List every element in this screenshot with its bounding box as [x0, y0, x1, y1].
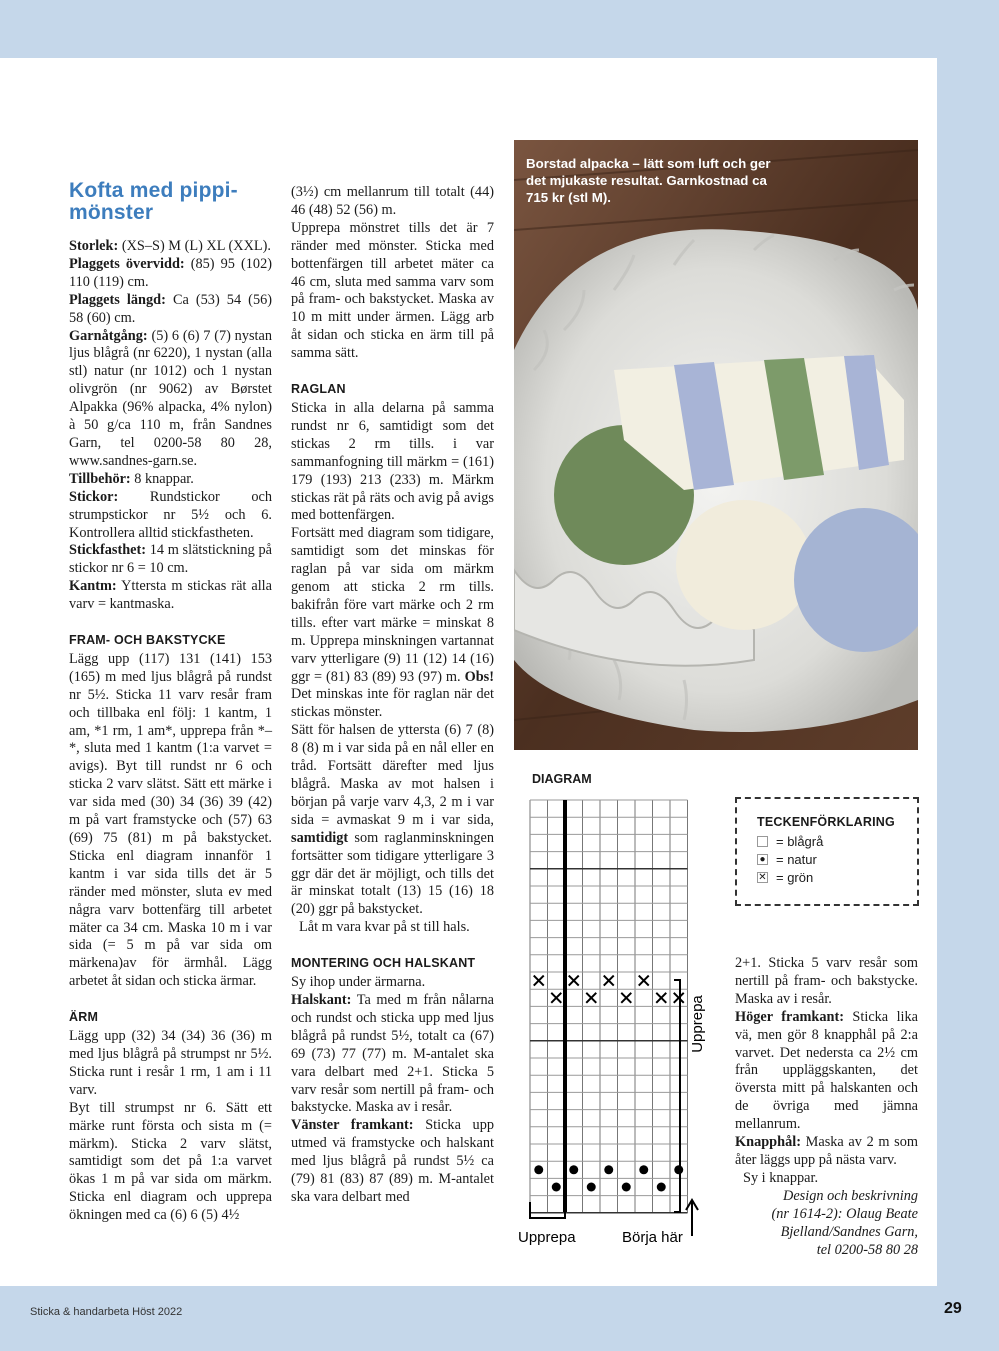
chart-dot-mark: [639, 1165, 648, 1174]
start-arrow-icon: [686, 1200, 698, 1236]
signature-line-1: Design och beskrivning: [783, 1187, 918, 1204]
chart-dot-mark: [674, 1165, 683, 1174]
chart-cross-mark: [586, 993, 596, 1003]
upprepa-bracket: [674, 980, 680, 1212]
chart-dot-mark: [552, 1183, 561, 1192]
vanster-framkant-cont: 2+1. Sticka 5 varv resår som nertill på fram- och bakstycke. Maska av i resår.: [735, 955, 918, 1007]
yarn-photo-illustration: [514, 140, 918, 750]
photo-caption: Borstad alpacka – lätt som luft och ger det mjukaste resultat. Garnkostnad ca 715 kr (stl M).: [526, 156, 771, 205]
spec-fasthet: Stickfasthet: 14 m slätstickning på stickor nr 6 = 10 cm.: [69, 542, 272, 577]
chart-dot-mark: [657, 1183, 666, 1192]
raglan-text-1: Sticka in alla delarna på samma rundst nr 6, samtidigt som det stickas 2 rm tills. i var sammanfogning till märkm = (161) 179 (193) 213 (233) m. Märkm stickas rät på räts och avig på avigs med bottenfärgen.: [291, 399, 494, 524]
signature-line-4: tel 0200-58 80 28: [816, 1241, 918, 1258]
arm-text-4: Upprepa mönstret tills det är 7 ränder med mönster. Sticka med bottenfärgen till arbetet mäter ca 46 cm, sluta med samma varv som på fram- och bakstycket. Maska av 10 m mitt under ärmen. Lägg arb åt sidan och sticka en ärm till på samma sätt.: [291, 219, 494, 362]
legend-item-gron: ✕ = grön: [758, 869, 814, 885]
raglan-text-3: Sätt för halsen de yttersta (6) 7 (8) 8 (8) m i var sida på en nål eller en tråd. Fortsätt därefter med ljus blågrå. Maska av mot halsen i början på varje varv 4,3, 2 m i var sida = avmaskat 9 m i var sida, samtidigt som raglanminskningen fortsätter som tidigare ytterligare 3 ggr där det är möjligt, och tills det är minskat totalt (13) 15 (16) 18 (20) ggr på bakstycket.: [291, 722, 494, 918]
column-1: [69, 238, 272, 1225]
sy-knappar-text: Sy i knappar.: [743, 1169, 819, 1186]
upprepa-vertical-label: Upprepa: [689, 995, 706, 1053]
upprepa-bottom-label: Upprepa: [518, 1229, 576, 1246]
chart-cross-mark: [569, 976, 579, 986]
spec-tillbehor: Tillbehör: 8 knappar.: [69, 470, 194, 487]
chart-cross-mark: [674, 993, 684, 1003]
dot-square-icon: ●: [757, 854, 768, 865]
spec-overvidd: Plaggets övervidd: (85) 95 (102) 110 (119) cm.: [69, 255, 272, 290]
arm-text-2: Byt till strumpst nr 6. Sätt ett märke runt första och sista m (= märkm). Sticka 2 varv slätst, samtidigt som det på 1:a varvet ökas 1 m på var sida om märkm. Sticka enl diagram och upprepa ökningen med ca (6) 6 (5) 4½: [69, 1099, 272, 1224]
footer-publication: Sticka & handarbeta Höst 2022: [30, 1306, 183, 1318]
signature-line-2: (nr 1614-2): Olaug Beate: [771, 1205, 918, 1222]
legend: [735, 797, 919, 906]
column-2: [291, 184, 494, 1207]
section-heading-montering: MONTERING OCH HALSKANT: [291, 956, 476, 971]
chart-dot-mark: [587, 1183, 596, 1192]
knapphal-text: Knapphål: Maska av 2 m som åter läggs upp på nästa varv.: [735, 1134, 918, 1168]
chart-dot-mark: [534, 1165, 543, 1174]
legend-title: TECKENFÖRKLARING: [757, 815, 895, 829]
montering-text-1: Sy ihop under ärmarna.: [291, 974, 426, 991]
chart-dot-mark: [569, 1165, 578, 1174]
page-title: Kofta med pippi-mönster: [69, 179, 238, 224]
page-number: 29: [944, 1300, 962, 1317]
chart-dot-mark: [604, 1165, 613, 1174]
spec-garn: Garnåtgång: (5) 6 (6) 7 (7) nystan ljus blågrå (nr 6220), 1 nystan (alla stl) natur (nr 1012) och 1 nystan olivgrön (nr 9062) av Børstet Alpakka (96% alpacka, 4% nylon) à 50 g/ca 110 m, från Sandnes Garn, tel 0200-58 80 28, www.sandnes-garn.se.: [69, 327, 272, 469]
chart-cross-mark: [621, 993, 631, 1003]
diagram-title: DIAGRAM: [532, 772, 592, 786]
legend-item-natur: ● = natur: [757, 850, 917, 868]
legend-item-blagra: = blågrå: [757, 832, 917, 850]
chart-dot-mark: [622, 1183, 631, 1192]
spec-stickor: Stickor: Rundstickor och strumpstickor nr 5½ och 6. Kontrollera alltid stickfastheten.: [69, 488, 272, 541]
cross-square-icon: ✕: [758, 871, 767, 883]
chart-cross-mark: [534, 976, 544, 986]
chart-cross-mark: [639, 976, 649, 986]
hoger-framkant-text: Höger framkant: Sticka lika vä, men gör 8 knapphål på 2:a varvet. Det nedersta ca 2½ cm från uppläggskanten, det översta mitt på halskanten och de övriga med jämna mellanrum.: [735, 1008, 919, 1133]
raglan-text-4: Låt m vara kvar på st till hals.: [299, 919, 470, 936]
halskant-text: Halskant: Ta med m från nålarna och rundst och sticka upp med ljus blågrå på rundst 5½, totalt ca (67) 69 (73) 77 (77) m. M-antalet ska vara delbart med 2+1. Sticka 5 varv resår som nertill på fram- och bakstycke. Maska av i resår.: [291, 991, 494, 1116]
signature-line-3: Bjelland/Sandnes Garn,: [780, 1223, 918, 1240]
knitting-chart: [514, 792, 714, 1262]
spec-langd: Plaggets längd: Ca (53) 54 (56) 58 (60) cm.: [69, 291, 273, 326]
arm-text-3: (3½) cm mellanrum till totalt (44) 46 (48) 52 (56) m.: [291, 184, 494, 218]
raglan-text-2: Fortsätt med diagram som tidigare, samtidigt som det minskas för raglan på var sida om märkm genom att sticka 2 rm tills. bakifrån före vart märke och 2 rm tills. efter vart märke = minskat 8 m. Upprepa minskningen vartannat varv ytterligare (9) 11 (12) 14 (16) ggr = (81) 83 (89) 93 (97) m. Obs! Det minskas inte för raglan när det stickas mönster.: [291, 525, 494, 721]
footer-band: [0, 1286, 999, 1351]
vanster-framkant-text: Vänster framkant: Sticka upp utmed vä framstycke och halskant med ljus blågrå på rundst 5½ ca (79) 81 (83) 87 (89) m. M-antalet ska vara delbart med: [291, 1117, 494, 1205]
borja-label: Börja här: [622, 1229, 683, 1246]
arm-text-1: Lägg upp (32) 34 (34) 36 (36) m med ljus blågrå på strumpst nr 5½. Sticka runt i resår 1 rm, 1 am i 11 varv.: [69, 1028, 272, 1098]
spec-storlek: Storlek: (XS–S) M (L) XL (XXL).: [69, 238, 271, 254]
section-heading-fram: FRAM- OCH BAKSTYCKE: [69, 633, 226, 648]
chart-cross-mark: [656, 993, 666, 1003]
chart-cross-mark: [551, 993, 561, 1003]
fram-text: Lägg upp (117) 131 (141) 153 (165) m med ljus blågrå på rundst nr 5½. Sticka 11 varv resår fram och tillbaka enl följ: 1 kantm, 1 am, *1 rm, 1 am*, upprepa från *–*, sluta med 1 kantm (1:a varvet = avigs). Byt till rundst nr 6 och sticka 2 varv slätst. Sätt ett märke i var sida med (30) 34 (36) 39 (42) m på vart framstycke och (57) 63 (69) 75 (81) m på bakstycket. Sticka enl diagram innanför 1 kantm i var sida tills det är 5 ränder med mönster, sluta ev med några varv bottenfärg till arbetet mäter ca 34 cm. Maska 10 m i var sida (= 5 m på var sida om märkena)av för ärmhål. Lägg arbetet åt sidan och sticka ärmar.: [69, 650, 272, 990]
chart-marks: [534, 976, 684, 1192]
section-heading-raglan: RAGLAN: [291, 382, 346, 397]
empty-square-icon: [757, 836, 768, 847]
column-4: [735, 955, 918, 1259]
yarn-photo: [514, 140, 918, 750]
section-heading-arm: ÄRM: [69, 1010, 99, 1025]
spec-kantm: Kantm: Yttersta m stickas rät alla varv = kantmaska.: [69, 578, 272, 613]
chart-grid: [530, 800, 688, 1213]
chart-cross-mark: [604, 976, 614, 986]
